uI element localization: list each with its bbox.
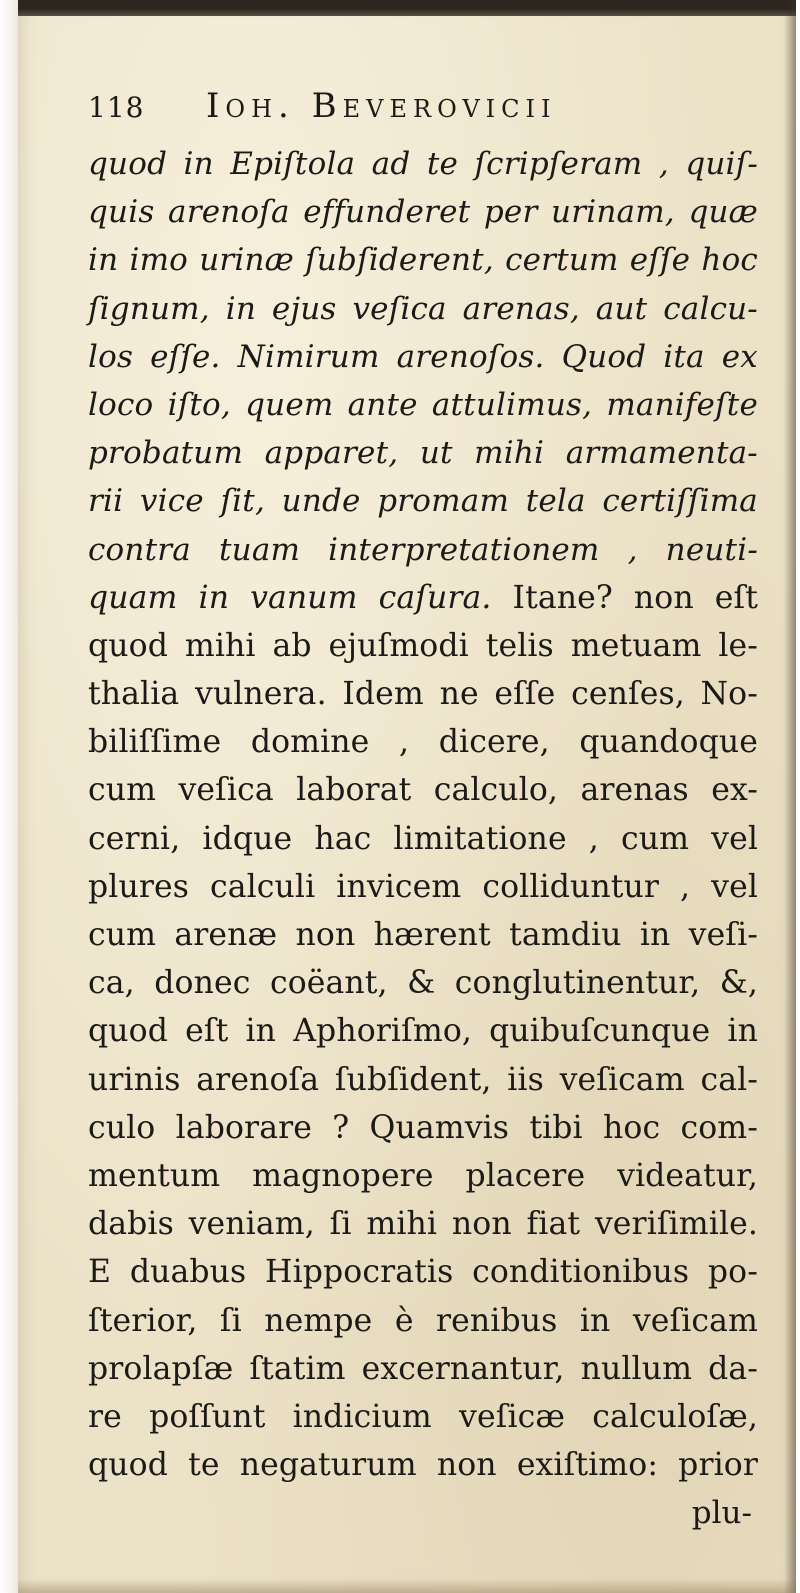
text-line: loco iſto, quem ante attulimus, manifeſte — [88, 386, 758, 423]
text-line: dabis veniam, ſi mihi non fiat veriſimile. — [88, 1206, 758, 1243]
text-line: contra tuam interpretationem , neuti- — [88, 531, 758, 568]
text-line: rii vice ſit, unde promam tela certiſſima — [88, 483, 758, 520]
roman-passage — [88, 622, 758, 1489]
text-line: quis arenoſa effunderet per urinam, quæ — [88, 194, 758, 231]
text-block — [88, 86, 758, 1537]
text-line: in imo urinæ ſubſiderent, certum eſſe hoc — [88, 242, 758, 279]
catchword: plu- — [691, 1495, 752, 1532]
text-line: cum veſica laborat calculo, arenas ex- — [88, 772, 758, 809]
book-page — [18, 0, 796, 1593]
text-line: ca, donec coëant, & conglutinentur, &, — [88, 965, 758, 1002]
italic-fragment: quam in vanum caſura. — [88, 579, 492, 616]
text-line: quod in Epiſtola ad te ſcripſeram , quiſ- — [88, 146, 758, 182]
text-line: thalia vulnera. Idem ne eſſe cenſes, No- — [88, 676, 758, 713]
text-line: urinis arenoſa ſubſident, iis veſicam cal- — [88, 1061, 758, 1098]
scan-top-edge — [18, 0, 796, 16]
text-line: ſterior, ſi nempe è renibus in veſicam — [88, 1302, 758, 1339]
page-bottom-edge — [18, 1579, 796, 1593]
text-line: probatum apparet, ut mihi armamenta- — [88, 435, 758, 472]
page-header — [88, 86, 758, 140]
text-line: culo laborare ? Quamvis tibi hoc com- — [88, 1109, 758, 1146]
text-line: quod mihi ab ejuſmodi telis metuam le- — [88, 627, 758, 664]
text-line: cerni, idque hac limitatione , cum vel — [88, 820, 758, 857]
text-line: cum arenæ non hærent tamdiu in veſi- — [88, 917, 758, 953]
page-gutter-shadow — [784, 0, 796, 1593]
roman-fragment: Itane? non eſt — [491, 579, 758, 616]
text-line: E duabus Hippocratis conditionibus po- — [88, 1254, 758, 1291]
italic-passage — [88, 140, 758, 574]
text-line: quod te negaturum non exiſtimo: prior — [88, 1447, 758, 1484]
text-line: ſignum, in ejus veſica arenas, aut calcu- — [88, 290, 758, 327]
text-line: re poſſunt indicium veſicæ calculoſæ, — [88, 1398, 758, 1435]
text-line: plures calculi invicem colliduntur , vel — [88, 868, 758, 905]
mixed-line-wrap — [88, 574, 758, 622]
text-line: mentum magnopere placere videatur, — [88, 1157, 758, 1194]
running-head: Ioh. Beverovicii — [206, 86, 557, 126]
text-line: prolapſæ ſtatim excernantur, nullum da- — [88, 1350, 758, 1387]
text-line: biliſſime domine , dicere, quandoque — [88, 724, 758, 761]
text-line: los eſſe. Nimirum arenoſos. Quod ita ex — [88, 338, 758, 375]
page-number: 118 — [88, 91, 145, 124]
text-line-mixed — [88, 574, 758, 622]
text-line: quod eſt in Aphoriſmo, quibuſcunque in — [88, 1013, 758, 1050]
